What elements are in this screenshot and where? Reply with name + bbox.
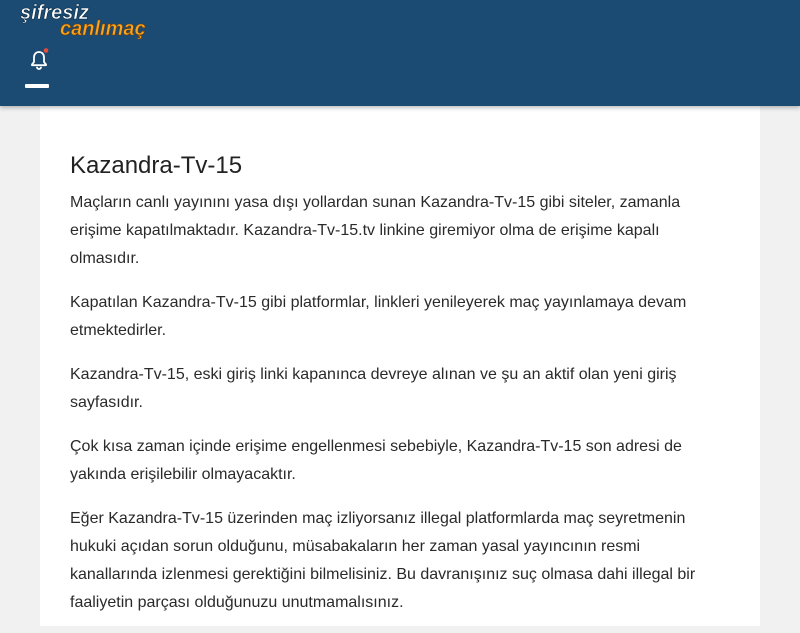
article-paragraph: Eğer Kazandra-Tv-15 üzerinden maç izliyorsanız illegal platformlarda maç seyretmenin hukuki açıdan sorun olduğunu, müsabakaların her zaman yasal yayıncının resmi kanallarında izlenmesi gerektiğini bilmelisiniz. Bu davranışınız suç olmasa dahi illegal bir faaliyetin parçası olduğunuzu unutmamalısınız. — [70, 510, 696, 611]
notification-bell-button[interactable] — [27, 48, 51, 72]
article-paragraph: Maçların canlı yayınını yasa dışı yollardan sunan Kazandra-Tv-15 gibi siteler, zamanla erişime kapatılmaktadır. Kazandra-Tv-15.tv linkine giremiyor olma de erişime kapalı olmasıdır. — [70, 194, 681, 267]
notification-dot — [44, 48, 49, 53]
article-card — [40, 106, 760, 626]
site-logo[interactable] — [18, 0, 168, 40]
article-paragraph: Kapatılan Kazandra-Tv-15 gibi platformlar, linkleri yenileyerek maç yayınlamaya devam etmektedirler. — [70, 294, 687, 339]
article-content — [70, 189, 710, 633]
logo-text-bottom: canlımaç — [60, 18, 146, 40]
article-paragraph: Kazandra-Tv-15, eski giriş linki kapanınca devreye alınan ve şu an aktif olan yeni giriş sayfasıdır. — [70, 366, 677, 411]
site-header — [0, 0, 800, 106]
article-paragraph: Çok kısa zaman içinde erişime engellenmesi sebebiyle, Kazandra-Tv-15 son adresi de yakında erişilebilir olmayacaktır. — [70, 438, 682, 483]
logo-text-top: şifresiz — [20, 2, 89, 24]
hamburger-menu-button[interactable] — [25, 84, 49, 94]
hamburger-menu-icon — [25, 84, 49, 88]
page-title: Kazandra-Tv-15 — [70, 152, 243, 179]
bell-icon — [27, 48, 51, 72]
